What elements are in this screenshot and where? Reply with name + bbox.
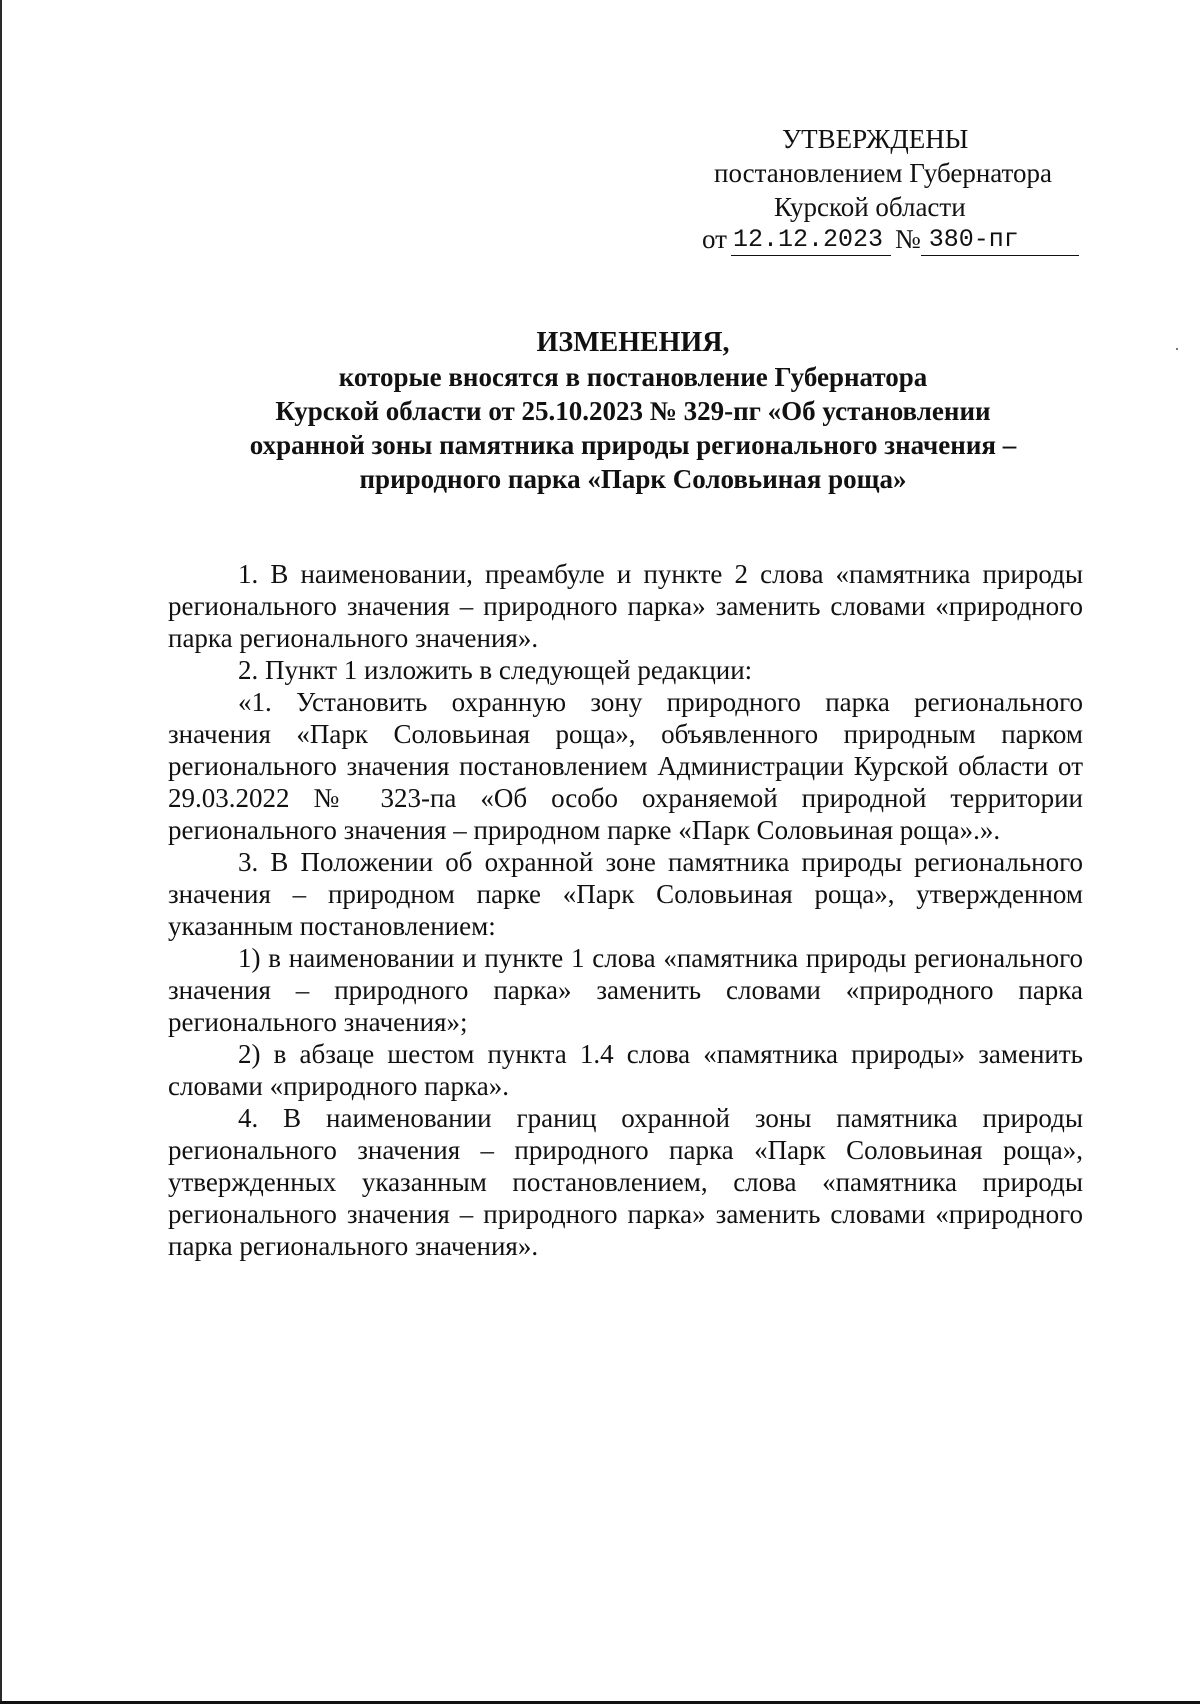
paragraph-item-3-sub-1: 1) в наименовании и пункте 1 слова «памятника природы регионального значения – природного парка» заменить словами «природного парка регионального значения»; bbox=[168, 943, 1083, 1037]
approval-by: постановлением Губернатора bbox=[714, 158, 1052, 188]
approval-date: 12.12.2023 bbox=[731, 225, 891, 256]
title-subtitle-line: охранной зоны памятника природы регионального значения – bbox=[249, 430, 1017, 460]
paragraph-item-1: 1. В наименовании, преамбуле и пункте 2 слова «памятника природы регионального значения – природного парка» заменить словами «природного парка регионального значения». bbox=[168, 559, 1083, 653]
paragraph-item-3-sub-2: 2) в абзаце шестом пункта 1.4 слова «памятника природы» заменить словами «природного парка». bbox=[168, 1039, 1083, 1101]
title-heading: ИЗМЕНЕНИЯ, bbox=[536, 327, 730, 358]
title-subtitle-line: Курской области от 25.10.2023 № 329-пг «Об установлении bbox=[275, 396, 991, 426]
scan-speck bbox=[1176, 348, 1178, 350]
scan-edge-left bbox=[0, 0, 2, 1704]
title-subtitle-line: природного парка «Парк Соловьиная роща» bbox=[359, 464, 907, 494]
paragraph-item-4: 4. В наименовании границ охранной зоны памятника природы регионального значения – природного парка «Парк Соловьиная роща», утвержденных указанным постановлением, слова «памятника природы регионального значения – природного парка» заменить словами «природного парка регионального значения». bbox=[168, 1103, 1083, 1261]
document-title bbox=[168, 326, 1098, 496]
approval-number: 380-пг bbox=[921, 225, 1079, 256]
paragraph-item-2: 2. Пункт 1 изложить в следующей редакции: bbox=[238, 655, 753, 685]
approval-title: УТВЕРЖДЕНЫ bbox=[782, 124, 969, 154]
approval-region: Курской области bbox=[774, 192, 966, 222]
paragraph-item-3: 3. В Положении об охранной зоне памятника природы регионального значения – природном парке «Парк Соловьиная роща», утвержденном указанным постановлением: bbox=[168, 847, 1083, 941]
approval-number-label: № bbox=[894, 224, 921, 254]
approval-date-number-row bbox=[702, 222, 1079, 256]
document-body bbox=[168, 558, 1083, 1262]
title-subtitle-line: которые вносятся в постановление Губернатора bbox=[338, 362, 928, 392]
paragraph-item-2-quote: «1. Установить охранную зону природного парка регионального значения «Парк Соловьиная роща», объявленного природным парком регионального значения постановлением Администрации Курской области от 29.03.2022 № 323-па «Об особо охраняемой природной территории регионального значения – природном парке «Парк Соловьиная роща».». bbox=[168, 687, 1083, 845]
approval-from-label: от bbox=[702, 224, 727, 254]
